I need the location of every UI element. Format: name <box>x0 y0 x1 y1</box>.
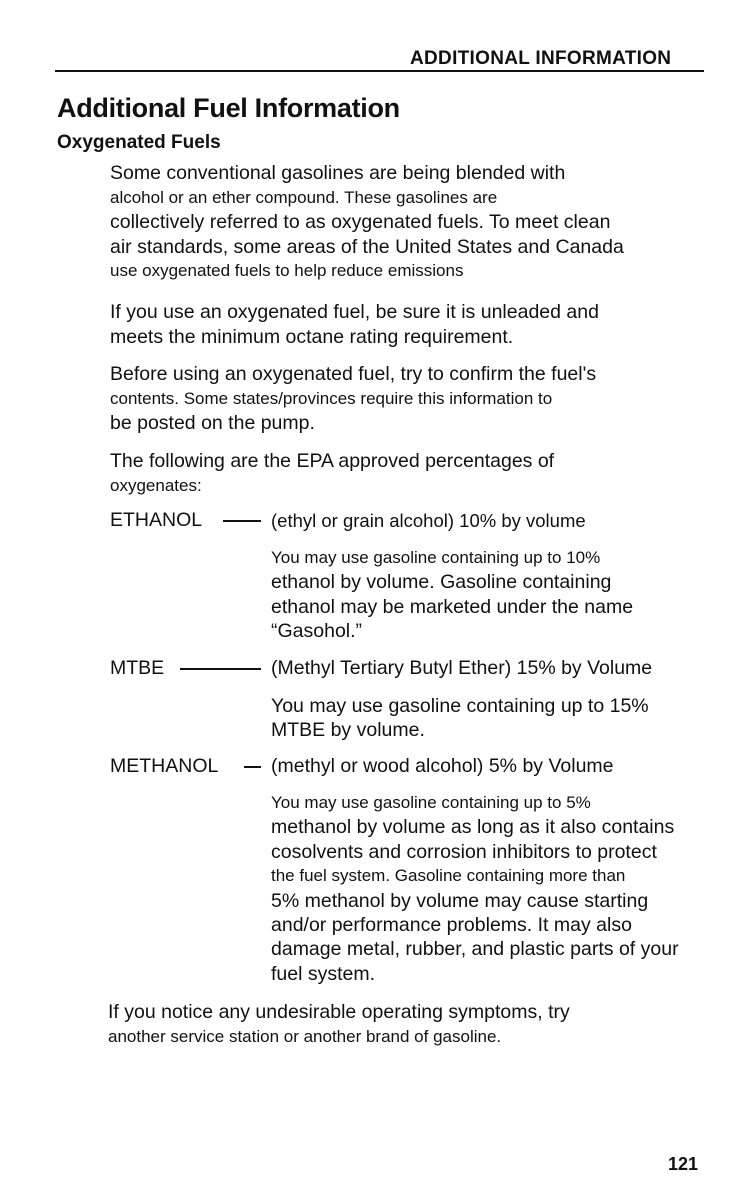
paragraph-line: use oxygenated fuels to help reduce emissions <box>110 261 464 281</box>
oxygenate-description-methanol <box>271 791 731 986</box>
paragraph-line: be posted on the pump. <box>110 412 315 435</box>
paragraph-line: oxygenates: <box>110 475 202 495</box>
paragraph-line: If you use an oxygenated fuel, be sure it is unleaded and <box>110 301 599 323</box>
description-line: and/or performance problems. It may also <box>271 914 632 937</box>
oxygenate-description-ethanol <box>271 546 731 644</box>
oxygenate-definition-ethanol: (ethyl or grain alcohol) 10% by volume <box>271 510 586 531</box>
description-line: You may use gasoline containing up to 15% <box>271 695 649 717</box>
description-line: ethanol by volume. Gasoline containing <box>271 571 612 594</box>
paragraph-line: If you notice any undesirable operating symptoms, try <box>108 1001 570 1023</box>
description-line: 5% methanol by volume may cause starting <box>271 889 649 912</box>
epa-paragraph <box>110 449 710 498</box>
paragraph-line: air standards, some areas of the United States and Canada <box>110 235 624 258</box>
oxygenate-name-mtbe: MTBE <box>110 657 165 679</box>
intro-paragraph <box>110 161 710 284</box>
paragraph-line: collectively referred to as oxygenated fuels. To meet clean <box>110 211 611 234</box>
page-number: 121 <box>668 1154 699 1174</box>
leader-dash <box>244 766 261 768</box>
leader-dash <box>180 668 261 670</box>
description-line: “Gasohol.” <box>271 620 363 643</box>
description-line: cosolvents and corrosion inhibitors to protect <box>271 840 657 863</box>
header-rule <box>55 70 704 72</box>
paragraph-line: another service station or another brand of gasoline. <box>108 1026 502 1046</box>
section-subtitle: Oxygenated Fuels <box>57 132 221 153</box>
section-header: ADDITIONAL INFORMATION <box>410 48 672 69</box>
description-line: ethanol may be marketed under the name <box>271 595 634 618</box>
oxygenate-definition-mtbe: (Methyl Tertiary Butyl Ether) 15% by Volume <box>271 657 653 679</box>
paragraph-line: alcohol or an ether compound. These gasolines are <box>110 187 498 207</box>
description-line: damage metal, rubber, and plastic parts of your <box>271 938 679 961</box>
confirm-paragraph <box>110 362 710 436</box>
oxygenate-name-methanol: METHANOL <box>110 755 219 777</box>
oxygenate-description-mtbe <box>271 694 731 743</box>
closing-paragraph <box>108 1000 708 1049</box>
leader-dash <box>223 520 261 522</box>
description-line: methanol by volume as long as it also contains <box>271 816 675 839</box>
oxygenate-definition-methanol: (methyl or wood alcohol) 5% by Volume <box>271 755 614 777</box>
paragraph-line: meets the minimum octane rating requirement. <box>110 325 514 348</box>
description-line: the fuel system. Gasoline containing more than <box>271 866 626 886</box>
unleaded-paragraph <box>110 300 710 349</box>
paragraph-line: contents. Some states/provinces require this information to <box>110 388 553 408</box>
description-line: MTBE by volume. <box>271 719 425 742</box>
paragraph-line: Before using an oxygenated fuel, try to confirm the fuel's <box>110 363 597 385</box>
description-line: You may use gasoline containing up to 10% <box>271 548 601 567</box>
paragraph-line: The following are the EPA approved percentages of <box>110 450 555 472</box>
page-title: Additional Fuel Information <box>57 93 400 123</box>
oxygenate-name-ethanol: ETHANOL <box>110 509 203 531</box>
paragraph-line: Some conventional gasolines are being blended with <box>110 162 566 184</box>
description-line: You may use gasoline containing up to 5% <box>271 793 591 812</box>
description-line: fuel system. <box>271 962 376 985</box>
